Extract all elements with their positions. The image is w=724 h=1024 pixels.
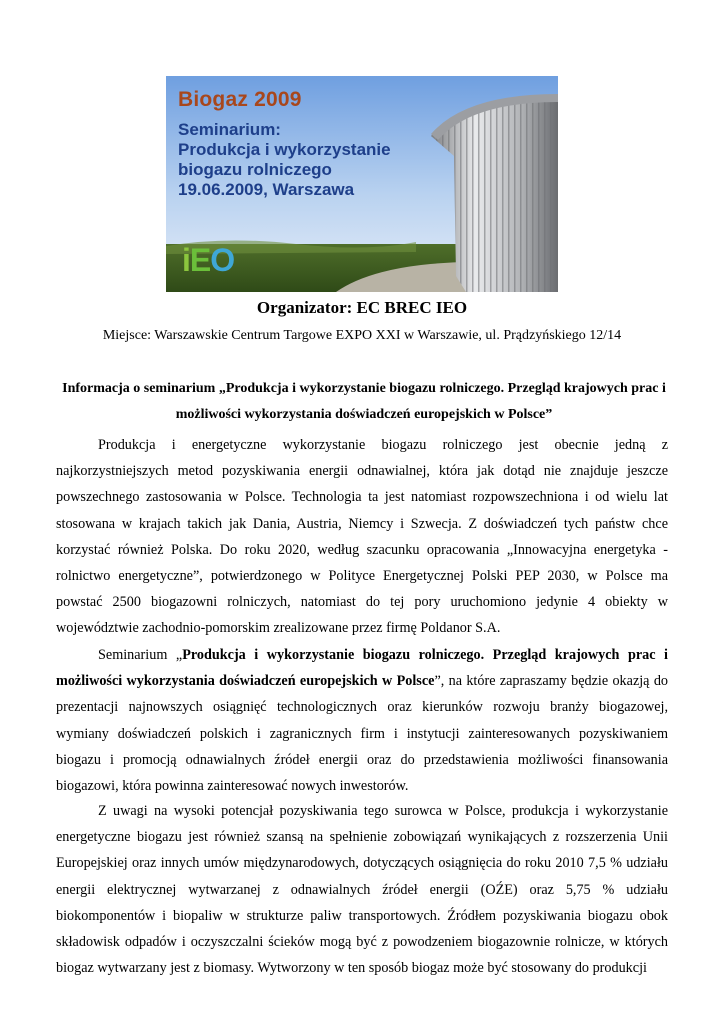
section-heading: Informacja o seminarium „Produkcja i wykorzystanie biogazu rolniczego. Przegląd krajowych prac i możliwości wykorzystania doświadczeń europejskich w Polsce”: [62, 381, 666, 422]
seminar-banner: [166, 76, 558, 292]
banner-title: Biogaz 2009: [178, 88, 302, 111]
paragraph-2-bold-title: Produkcja i wykorzystanie biogazu rolniczego. Przegląd krajowych prac i możliwości wykorzystania doświadczeń europejskich w Polsce: [56, 647, 668, 690]
banner-line-3: biogazu rolniczego: [178, 160, 332, 179]
ieo-logo: iEO: [182, 242, 235, 278]
banner-line-1: Seminarium:: [178, 120, 281, 139]
paragraph-2-suffix: ”, na które zapraszamy będzie okazją do prezentacji najnowszych osiągnięć technologicznych oraz kierunków rozwoju branży biogazowej, wymiany doświadczeń polskich i zagranicznych firm i instytucji zainteresowanych pozyskiwaniem biogazu i promocją odnawialnych źródeł energii oraz do przedstawienia możliwości finansowania biogazowi, która powinna zainteresować nowych inwestorów.: [56, 673, 669, 795]
banner-line-2: Produkcja i wykorzystanie: [178, 140, 391, 159]
organizer-line: Organizator: EC BREC IEO: [256, 298, 468, 317]
paragraph-3: [56, 798, 668, 981]
paragraph-2-prefix: Seminarium „: [98, 647, 183, 663]
paragraph-3-text: Z uwagi na wysoki potencjał pozyskiwania tego surowca w Polsce, produkcja i wykorzystanie energetyczne biogazu jest również szansą na spełnienie zobowiązań wynikających z rozszerzenia Unii Europejskiej oraz innych umów międzynarodowych, dotyczących osiągnięcia do roku 2010 7,5 % udziału energii elektrycznej wytwarzanej z odnawialnych źródeł energii (OŹE) oraz 5,75 % udziału biokomponentów i biopaliw w strukturze paliw transportowych. Źródłem pozyskiwania biogazu obok składowisk odpadów i oczyszczalni ścieków mogą być z powodzeniem biogazownie rolnicze, w których biogaz wytwarzany jest z biomasy. Wytworzony w ten sposób biogaz może być stosowany do produkcji: [56, 803, 668, 977]
paragraph-1: [56, 432, 668, 642]
banner-line-4: 19.06.2009, Warszawa: [178, 180, 355, 199]
paragraph-1-text: Produkcja i energetyczne wykorzystanie biogazu rolniczego jest obecnie jedną z najkorzystniejszych metod pozyskiwania energii odnawialnej, która jak dotąd nie znajduje jeszcze powszechnego zastosowania w Polsce. Technologia ta jest natomiast rozpowszechniona i od wielu lat stosowana w krajach takich jak Dania, Austria, Niemcy i Szwecja. Z doświadczeń tych państw chce korzystać również Polska. Do roku 2020, według szacunku opracowania „Innowacyjna energetyka - rolnictwo energetyczne”, potwierdzonego w Polityce Energetycznej Polski PEP 2030, w Polsce ma powstać 2500 biogazowni rolniczych, natomiast do tej pory uruchomiono jedynie 4 obiekty w województwie zachodnio-pomorskim zrealizowane przez firmę Poldanor S.A.: [56, 437, 668, 637]
paragraph-2: [56, 642, 668, 799]
venue-line: Miejsce: Warszawskie Centrum Targowe EXPO XXI w Warszawie, ul. Prądzyńskiego 12/14: [102, 328, 622, 343]
